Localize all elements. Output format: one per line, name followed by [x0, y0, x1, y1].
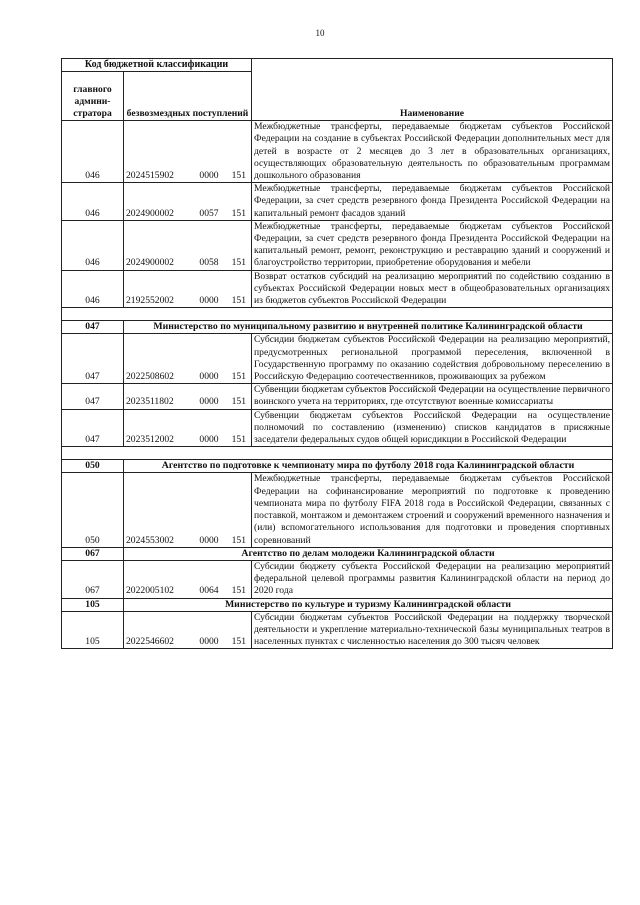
table-header-group-row [62, 59, 613, 72]
section-admin-code: 047 [62, 321, 124, 334]
header-revenue-column: безвозмездных поступлений [124, 72, 252, 121]
spacer-row [62, 308, 613, 321]
item-name-cell: Субсидии бюджетам субъектов Российской Федерации на поддержку творческой деятельности и укрепление материально-технической базы муниципальных театров в населенных пунктах с численностью населения до 300 тысяч человек [252, 611, 613, 649]
revenue-code-sub: 0000 [199, 371, 219, 383]
item-name-cell: Субсидии бюджетам субъектов Российской Федерации на реализацию мероприятий, предусмотренных региональной программой переселения, включенной в Государственную программу по оказанию содействия добровольному переселению в Российскую Федерацию соотечественников, проживающих за рубежом [252, 334, 613, 384]
revenue-code-cell [124, 611, 252, 649]
revenue-code-sub: 0000 [199, 534, 219, 546]
revenue-code-cell [124, 560, 252, 598]
revenue-code-sub: 0000 [199, 170, 219, 182]
revenue-code-cell [124, 409, 252, 447]
revenue-code-kind: 151 [231, 257, 246, 269]
table-row [62, 220, 613, 270]
item-name-cell: Субвенции бюджетам субъектов Российской Федерации на осуществление первичного воинского учета на территориях, где отсутствуют военные комиссариаты [252, 384, 613, 409]
section-row [62, 460, 613, 473]
table-row [62, 121, 613, 183]
item-name-cell: Субсидии бюджету субъекта Российской Федерации на реализацию мероприятий федеральной целевой программы развития Калининградской области на период до 2020 года [252, 560, 613, 598]
section-row [62, 321, 613, 334]
section-admin-code: 050 [62, 460, 124, 473]
section-title: Министерство по муниципальному развитию и внутренней политике Калининградской области [124, 321, 613, 334]
revenue-code-cell [124, 473, 252, 547]
section-title: Агентство по делам молодежи Калининградской области [124, 547, 613, 560]
admin-code-cell: 046 [62, 220, 124, 270]
revenue-code-cell [124, 220, 252, 270]
spacer-cell [62, 447, 613, 460]
header-name-column: Наименование [252, 59, 613, 121]
admin-code-cell: 050 [62, 473, 124, 547]
revenue-code-cell [124, 183, 252, 221]
revenue-code-sub: 0000 [199, 434, 219, 446]
revenue-code-kind: 151 [231, 534, 246, 546]
revenue-code-main: 2024553002 [126, 534, 174, 546]
revenue-code-cell [124, 384, 252, 409]
table-row [62, 611, 613, 649]
spacer-cell [62, 308, 613, 321]
revenue-code-sub: 0064 [199, 585, 219, 597]
section-title: Министерство по культуре и туризму Калининградской области [124, 598, 613, 611]
admin-code-cell: 067 [62, 560, 124, 598]
table-row [62, 183, 613, 221]
item-name-cell: Межбюджетные трансферты, передаваемые бюджетам субъектов Российской Федерации, за счет средств резервного фонда Президента Российской Федерации на капитальный ремонт фасадов зданий [252, 183, 613, 221]
item-name-cell: Межбюджетные трансферты, передаваемые бюджетам субъектов Российской Федерации на создание в субъектах Российской Федерации дополнительных мест для детей в возрасте от 2 месяцев до 3 лет в образовательных организациях, осуществляющих образовательную деятельность по образовательным программам дошкольного образования [252, 121, 613, 183]
table-row [62, 560, 613, 598]
item-name-cell: Возврат остатков субсидий на реализацию мероприятий по содействию созданию в субъектах Российской Федерации новых мест в общеобразовательных организациях из бюджетов субъектов Российской Федерации [252, 270, 613, 308]
revenue-code-cell [124, 121, 252, 183]
revenue-code-kind: 151 [231, 434, 246, 446]
section-row [62, 547, 613, 560]
revenue-code-main: 2022546602 [126, 636, 174, 648]
admin-code-cell: 046 [62, 121, 124, 183]
item-name-cell: Межбюджетные трансферты, передаваемые бюджетам субъектов Российской Федерации на софинансирование мероприятий по подготовке к проведению чемпионата мира по футболу FIFA 2018 года в Российской Федерации, связанных с поставкой, монтажом и демонтажем строений и сооружений временного назначения и (или) вспомогательного использования для подготовки и проведения спортивных соревнований [252, 473, 613, 547]
revenue-code-sub: 0000 [199, 396, 219, 408]
admin-code-cell: 047 [62, 334, 124, 384]
header-classification-code: Код бюджетной классификации [62, 59, 252, 72]
revenue-code-main: 2023512002 [126, 434, 174, 446]
section-title: Агентство по подготовке к чемпионату мира по футболу 2018 года Калининградской области [124, 460, 613, 473]
item-name-cell: Субвенции бюджетам субъектов Российской Федерации на осуществление полномочий по составлению (изменению) списков кандидатов в присяжные заседатели федеральных судов общей юрисдикции в Российской Федерации [252, 409, 613, 447]
table-row [62, 409, 613, 447]
budget-classification-table [61, 58, 613, 649]
item-name-cell: Межбюджетные трансферты, передаваемые бюджетам субъектов Российской Федерации, за счет средств резервного фонда Президента Российской Федерации на капитальный ремонт, ремонт, реконструкцию и реставрацию зданий и сооружений и благоустройство территории, приобретение оборудования и мебели [252, 220, 613, 270]
revenue-code-main: 2023511802 [126, 396, 174, 408]
revenue-code-main: 2024900002 [126, 207, 174, 219]
spacer-row [62, 447, 613, 460]
revenue-code-sub: 0057 [199, 207, 219, 219]
revenue-code-sub: 0000 [199, 636, 219, 648]
revenue-code-kind: 151 [231, 295, 246, 307]
section-admin-code: 067 [62, 547, 124, 560]
admin-code-cell: 047 [62, 409, 124, 447]
revenue-code-sub: 0000 [199, 295, 219, 307]
table-row [62, 270, 613, 308]
revenue-code-main: 2022005102 [126, 585, 174, 597]
revenue-code-kind: 151 [231, 207, 246, 219]
revenue-code-main: 2024900002 [126, 257, 174, 269]
revenue-code-kind: 151 [231, 396, 246, 408]
revenue-code-kind: 151 [231, 170, 246, 182]
page-number: 10 [315, 28, 325, 38]
table-row [62, 473, 613, 547]
revenue-code-cell [124, 270, 252, 308]
revenue-code-kind: 151 [231, 585, 246, 597]
revenue-code-kind: 151 [231, 371, 246, 383]
revenue-code-sub: 0058 [199, 257, 219, 269]
section-row [62, 598, 613, 611]
revenue-code-kind: 151 [231, 636, 246, 648]
revenue-code-main: 2192552002 [126, 295, 174, 307]
revenue-code-main: 2024515902 [126, 170, 174, 182]
admin-code-cell: 046 [62, 270, 124, 308]
admin-code-cell: 046 [62, 183, 124, 221]
revenue-code-cell [124, 334, 252, 384]
header-admin-column: главного админи-стратора [62, 72, 124, 121]
admin-code-cell: 105 [62, 611, 124, 649]
admin-code-cell: 047 [62, 384, 124, 409]
table-row [62, 334, 613, 384]
revenue-code-main: 2022508602 [126, 371, 174, 383]
table-row [62, 384, 613, 409]
section-admin-code: 105 [62, 598, 124, 611]
